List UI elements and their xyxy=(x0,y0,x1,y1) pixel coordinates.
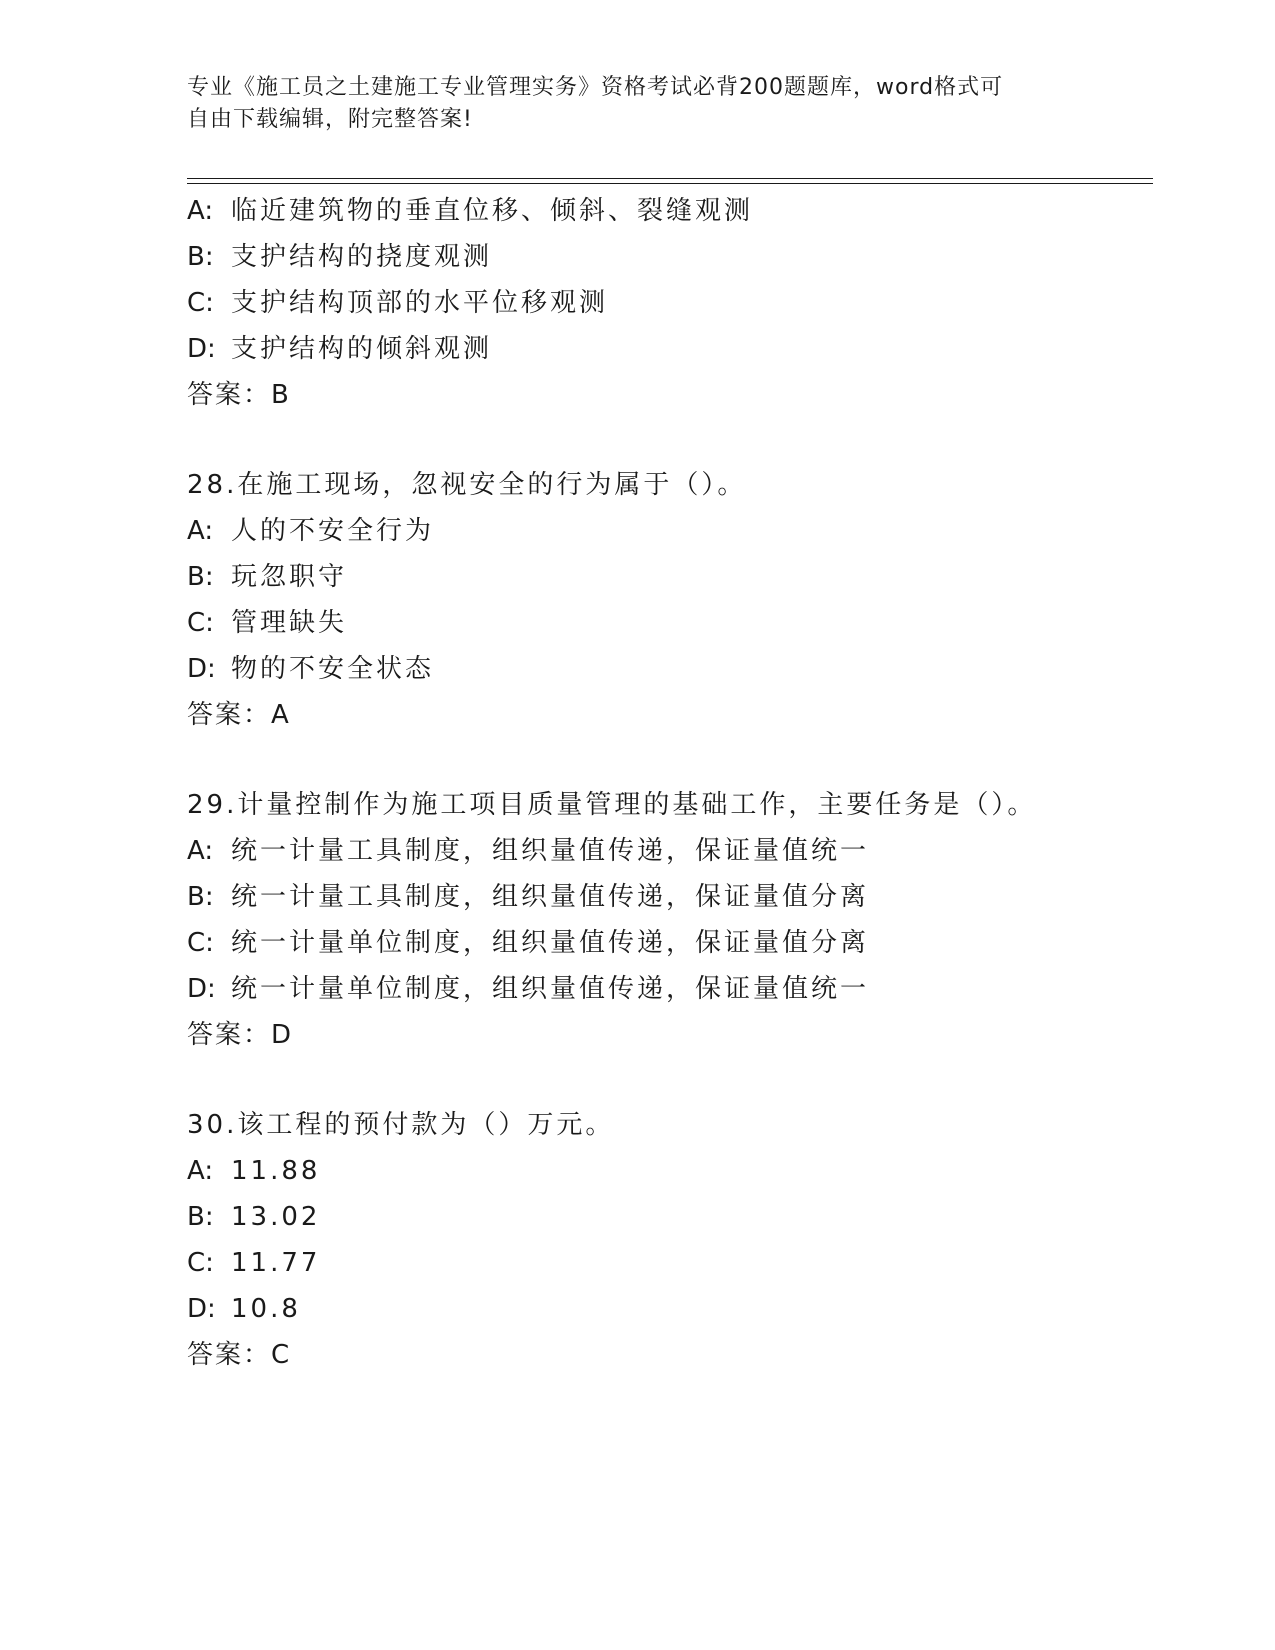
header-line-1: 专业《施工员之土建施工专业管理实务》资格考试必背200题题库，word格式可 xyxy=(187,75,1004,100)
option-d xyxy=(187,1286,1187,1332)
option-a xyxy=(187,508,1187,554)
option-label: A: xyxy=(187,516,214,546)
option-text: 支护结构顶部的水平位移观测 xyxy=(231,288,609,318)
option-label: D: xyxy=(187,974,216,1004)
option-label: D: xyxy=(187,654,216,684)
option-c xyxy=(187,1240,1187,1286)
option-text: 临近建筑物的垂直位移、倾斜、裂缝观测 xyxy=(231,196,754,226)
option-label: D: xyxy=(187,1294,216,1324)
option-text: 统一计量单位制度，组织量值传递，保证量值统一 xyxy=(231,974,870,1004)
option-text: 11.77 xyxy=(231,1248,321,1278)
answer-line: 答案：A xyxy=(187,700,291,730)
question-title: 29.计量控制作为施工项目质量管理的基础工作，主要任务是（）。 xyxy=(187,790,1037,820)
option-text: 统一计量单位制度，组织量值传递，保证量值分离 xyxy=(231,928,870,958)
option-text: 物的不安全状态 xyxy=(231,654,435,684)
question-title: 28.在施工现场，忽视安全的行为属于（）。 xyxy=(187,470,747,500)
option-label: A: xyxy=(187,1156,214,1186)
option-d xyxy=(187,646,1187,692)
option-label: C: xyxy=(187,1248,214,1278)
option-label: C: xyxy=(187,608,214,638)
question-list xyxy=(187,188,1187,1378)
option-b xyxy=(187,874,1187,920)
option-label: D: xyxy=(187,334,216,364)
option-text: 管理缺失 xyxy=(231,608,348,638)
option-label: B: xyxy=(187,562,214,592)
option-label: B: xyxy=(187,242,214,272)
option-label: A: xyxy=(187,836,214,866)
option-c xyxy=(187,280,1187,326)
header-line-2: 自由下载编辑，附完整答案! xyxy=(187,107,473,132)
option-a xyxy=(187,188,1187,234)
answer-line: 答案：D xyxy=(187,1020,294,1050)
option-b xyxy=(187,1194,1187,1240)
option-b xyxy=(187,234,1187,280)
header-divider-bottom xyxy=(187,183,1153,184)
option-label: B: xyxy=(187,882,214,912)
option-a xyxy=(187,1148,1187,1194)
option-text: 支护结构的倾斜观测 xyxy=(231,334,493,364)
option-text: 人的不安全行为 xyxy=(231,516,435,546)
option-text: 11.88 xyxy=(231,1156,321,1186)
option-text: 统一计量工具制度，组织量值传递，保证量值统一 xyxy=(231,836,870,866)
option-text: 10.8 xyxy=(231,1294,301,1324)
question-title: 30.该工程的预付款为（）万元。 xyxy=(187,1110,615,1140)
answer-line: 答案：B xyxy=(187,380,291,410)
option-label: C: xyxy=(187,928,214,958)
option-text: 玩忽职守 xyxy=(231,562,348,592)
option-text: 统一计量工具制度，组织量值传递，保证量值分离 xyxy=(231,882,870,912)
option-text: 13.02 xyxy=(231,1202,321,1232)
option-c xyxy=(187,600,1187,646)
option-d xyxy=(187,966,1187,1012)
option-label: B: xyxy=(187,1202,214,1232)
option-c xyxy=(187,920,1187,966)
option-text: 支护结构的挠度观测 xyxy=(231,242,493,272)
option-a xyxy=(187,828,1187,874)
option-label: C: xyxy=(187,288,214,318)
answer-line: 答案：C xyxy=(187,1340,292,1370)
option-d xyxy=(187,326,1187,372)
header-divider-top xyxy=(187,178,1153,179)
option-label: A: xyxy=(187,196,214,226)
option-b xyxy=(187,554,1187,600)
document-header xyxy=(187,72,1087,136)
